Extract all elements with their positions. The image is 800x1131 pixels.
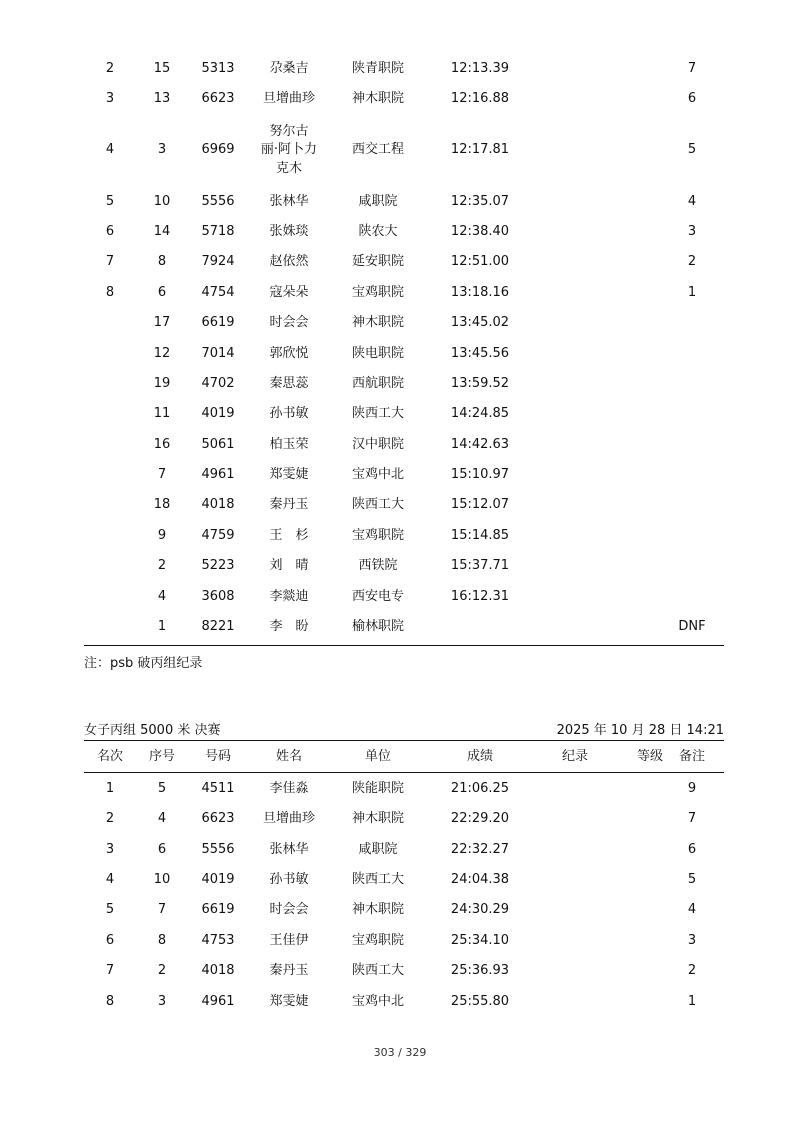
table-row [84, 582, 724, 612]
header-rank: 名次 [96, 748, 123, 764]
cell-rank [84, 400, 136, 430]
table-row [84, 278, 724, 308]
cell-unit: 西铁院 [358, 558, 398, 574]
cell-performance: 12:17.81 [450, 142, 510, 158]
cell-note: 6 [687, 91, 697, 107]
cell-name: 郑雯婕 [269, 993, 309, 1009]
table-row [84, 896, 724, 926]
cell-performance: 16:12.31 [450, 588, 510, 604]
cell-bib: 8221 [201, 619, 235, 635]
cell-name: 郭欣悦 [269, 345, 309, 361]
cell-lane: 5 [157, 780, 167, 796]
cell-rank: 3 [105, 841, 115, 857]
table-row [84, 460, 724, 490]
cell-note [664, 460, 720, 490]
cell-name: 努尔古 丽·阿卜力 克木 [260, 123, 318, 177]
cell-bib: 4018 [201, 497, 235, 513]
cell-performance: 13:18.16 [450, 284, 510, 300]
cell-name: 尕桑吉 [269, 60, 309, 76]
cell-lane: 14 [153, 223, 171, 239]
cell-bib: 6969 [201, 142, 235, 158]
cell-rank [84, 551, 136, 581]
cell-unit: 咸职院 [358, 193, 398, 209]
cell-bib: 5313 [201, 60, 235, 76]
cell-lane: 9 [157, 527, 167, 543]
results-table-continued [84, 54, 724, 643]
cell-note: 2 [687, 963, 697, 979]
table-row [84, 54, 724, 84]
event-title: 女子丙组 5000 米 决赛 [84, 723, 221, 738]
cell-bib: 5718 [201, 223, 235, 239]
event-datetime: 2025 年 10 月 28 日 14:21 [556, 723, 724, 738]
cell-rank: 8 [105, 993, 115, 1009]
cell-unit: 神木职院 [351, 315, 404, 331]
cell-name: 孙书敏 [269, 406, 309, 422]
cell-name: 孙书敏 [269, 871, 309, 887]
table-row [84, 248, 724, 278]
table-row [84, 491, 724, 521]
cell-lane: 4 [157, 811, 167, 827]
cell-rank: 2 [105, 811, 115, 827]
cell-note: DNF [678, 619, 706, 635]
cell-bib: 5556 [201, 193, 235, 209]
cell-name: 郑雯婕 [269, 467, 309, 483]
cell-performance: 25:36.93 [450, 963, 510, 979]
cell-note [664, 430, 720, 460]
cell-note: 5 [687, 142, 697, 158]
cell-note [664, 582, 720, 612]
cell-rank: 7 [105, 254, 115, 270]
cell-rank: 5 [105, 193, 115, 209]
cell-bib: 6619 [201, 902, 235, 918]
cell-note [664, 339, 720, 369]
cell-unit: 西安电专 [351, 588, 404, 604]
page-number: 303 / 329 [373, 1046, 427, 1059]
cell-lane: 2 [157, 963, 167, 979]
cell-rank [84, 308, 136, 338]
cell-unit: 陕青职院 [351, 60, 404, 76]
cell-unit: 宝鸡职院 [351, 932, 404, 948]
cell-bib: 4759 [201, 527, 235, 543]
cell-note [664, 521, 720, 551]
header-bib: 号码 [204, 748, 231, 764]
cell-name: 赵依然 [269, 254, 309, 270]
cell-performance: 22:32.27 [450, 841, 510, 857]
cell-performance: 25:34.10 [450, 932, 510, 948]
results-table [84, 774, 724, 1017]
table-row [84, 115, 724, 187]
cell-bib: 4019 [201, 871, 235, 887]
cell-note: 7 [687, 60, 697, 76]
header-record: 纪录 [561, 748, 588, 764]
cell-rank: 6 [105, 932, 115, 948]
cell-bib: 4753 [201, 932, 235, 948]
cell-bib: 4961 [201, 467, 235, 483]
cell-name: 李 盼 [269, 619, 309, 635]
cell-bib: 4961 [201, 993, 235, 1009]
cell-performance: 12:13.39 [450, 60, 510, 76]
cell-rank [84, 491, 136, 521]
cell-performance: 13:45.56 [450, 345, 510, 361]
cell-note [664, 400, 720, 430]
table-row [84, 865, 724, 895]
cell-rank [84, 582, 136, 612]
cell-name: 李佳淼 [269, 780, 309, 796]
cell-lane: 4 [157, 588, 167, 604]
header-unit: 单位 [364, 748, 391, 764]
cell-lane: 8 [157, 932, 167, 948]
cell-rank [84, 369, 136, 399]
cell-performance [426, 612, 534, 642]
table-row [84, 84, 724, 114]
cell-unit: 陕西工大 [351, 497, 404, 513]
cell-name: 刘 晴 [269, 558, 309, 574]
cell-performance: 25:55.80 [450, 993, 510, 1009]
cell-lane: 7 [157, 902, 167, 918]
cell-unit: 榆林职院 [351, 619, 404, 635]
cell-bib: 4511 [201, 780, 235, 796]
cell-lane: 1 [157, 619, 167, 635]
cell-bib: 5061 [201, 436, 235, 452]
cell-name: 时会会 [269, 902, 309, 918]
cell-performance: 14:24.85 [450, 406, 510, 422]
cell-name: 王佳伊 [269, 932, 309, 948]
cell-performance: 15:14.85 [450, 527, 510, 543]
header-row [84, 742, 724, 772]
cell-rank: 4 [105, 871, 115, 887]
cell-bib: 3608 [201, 588, 235, 604]
cell-bib: 7924 [201, 254, 235, 270]
table-row [84, 926, 724, 956]
cell-bib: 6623 [201, 811, 235, 827]
cell-bib: 4019 [201, 406, 235, 422]
cell-note: 1 [687, 284, 697, 300]
table-row [84, 956, 724, 986]
table-header [84, 742, 724, 772]
table-row [84, 217, 724, 247]
cell-bib: 4018 [201, 963, 235, 979]
cell-performance: 13:45.02 [450, 315, 510, 331]
cell-performance: 15:10.97 [450, 467, 510, 483]
cell-unit: 陕电职院 [351, 345, 404, 361]
table-row [84, 521, 724, 551]
cell-name: 秦思蕊 [269, 375, 309, 391]
table-row [84, 369, 724, 399]
table-row [84, 430, 724, 460]
cell-name: 李燚迪 [269, 588, 309, 604]
cell-lane: 3 [157, 142, 167, 158]
cell-bib: 4754 [201, 284, 235, 300]
cell-rank: 3 [105, 91, 115, 107]
cell-unit: 宝鸡中北 [351, 467, 404, 483]
table-row [84, 187, 724, 217]
cell-bib: 4702 [201, 375, 235, 391]
table-row [84, 835, 724, 865]
cell-note: 3 [687, 932, 697, 948]
table-bottom-rule [84, 645, 724, 646]
cell-performance: 12:35.07 [450, 193, 510, 209]
cell-note: 6 [687, 841, 697, 857]
cell-note: 9 [687, 780, 697, 796]
cell-bib: 5556 [201, 841, 235, 857]
cell-unit: 陕农大 [358, 223, 398, 239]
table-row [84, 551, 724, 581]
cell-unit: 陕西工大 [351, 406, 404, 422]
cell-unit: 西航职院 [351, 375, 404, 391]
header-top-rule [84, 740, 724, 741]
cell-name: 秦丹玉 [269, 497, 309, 513]
cell-unit: 陕能职院 [351, 780, 404, 796]
cell-performance: 12:38.40 [450, 223, 510, 239]
table-row [84, 774, 724, 804]
footnote: 注：psb 破丙组纪录 [84, 656, 203, 671]
cell-note: 2 [687, 254, 697, 270]
table-row [84, 987, 724, 1017]
cell-name: 时会会 [269, 315, 309, 331]
cell-unit: 延安职院 [351, 254, 404, 270]
cell-performance: 12:16.88 [450, 91, 510, 107]
cell-rank: 7 [105, 963, 115, 979]
cell-bib: 7014 [201, 345, 235, 361]
cell-performance: 15:12.07 [450, 497, 510, 513]
cell-unit: 咸职院 [358, 841, 398, 857]
cell-bib: 6619 [201, 315, 235, 331]
cell-lane: 15 [153, 60, 171, 76]
cell-lane: 2 [157, 558, 167, 574]
cell-note [664, 308, 720, 338]
cell-rank [84, 612, 136, 642]
cell-lane: 11 [153, 406, 171, 422]
cell-note: 4 [687, 902, 697, 918]
cell-note: 3 [687, 223, 697, 239]
cell-lane: 18 [153, 497, 171, 513]
cell-note [664, 551, 720, 581]
cell-lane: 13 [153, 91, 171, 107]
cell-lane: 3 [157, 993, 167, 1009]
cell-performance: 24:30.29 [450, 902, 510, 918]
cell-lane: 10 [153, 193, 171, 209]
cell-name: 张姝琰 [269, 223, 309, 239]
cell-note [664, 491, 720, 521]
cell-rank: 5 [105, 902, 115, 918]
cell-performance: 21:06.25 [450, 780, 510, 796]
cell-bib: 5223 [201, 558, 235, 574]
cell-lane: 17 [153, 315, 171, 331]
table-row [84, 400, 724, 430]
header-perf: 成绩 [466, 748, 493, 764]
cell-unit: 汉中职院 [351, 436, 404, 452]
cell-rank: 6 [105, 223, 115, 239]
cell-name: 旦增曲珍 [262, 811, 315, 827]
cell-rank: 1 [105, 780, 115, 796]
cell-unit: 宝鸡中北 [351, 993, 404, 1009]
cell-rank [84, 521, 136, 551]
cell-lane: 12 [153, 345, 171, 361]
cell-bib: 6623 [201, 91, 235, 107]
cell-unit: 宝鸡职院 [351, 284, 404, 300]
cell-rank [84, 430, 136, 460]
cell-unit: 神木职院 [351, 811, 404, 827]
cell-performance: 13:59.52 [450, 375, 510, 391]
header-lane: 序号 [148, 748, 175, 764]
header-note: 备注 [678, 748, 705, 764]
cell-lane: 10 [153, 871, 171, 887]
table-row [84, 339, 724, 369]
cell-unit: 陕西工大 [351, 871, 404, 887]
cell-name: 柏玉荣 [269, 436, 309, 452]
cell-unit: 西交工程 [351, 142, 404, 158]
cell-name: 张林华 [269, 193, 309, 209]
cell-performance: 15:37.71 [450, 558, 510, 574]
cell-note: 1 [687, 993, 697, 1009]
cell-unit: 宝鸡职院 [351, 527, 404, 543]
cell-lane: 16 [153, 436, 171, 452]
cell-note: 7 [687, 811, 697, 827]
cell-rank [84, 460, 136, 490]
table-row [84, 804, 724, 834]
cell-rank: 8 [105, 284, 115, 300]
cell-lane: 6 [157, 841, 167, 857]
cell-name: 寇朵朵 [269, 284, 309, 300]
cell-rank: 4 [105, 142, 115, 158]
cell-unit: 陕西工大 [351, 963, 404, 979]
cell-unit: 神木职院 [351, 902, 404, 918]
cell-name: 张林华 [269, 841, 309, 857]
cell-lane: 8 [157, 254, 167, 270]
cell-note [664, 369, 720, 399]
cell-lane: 6 [157, 284, 167, 300]
cell-lane: 7 [157, 467, 167, 483]
cell-lane: 19 [153, 375, 171, 391]
header-grade: 等级 [636, 748, 663, 764]
cell-unit: 神木职院 [351, 91, 404, 107]
cell-performance: 12:51.00 [450, 254, 510, 270]
cell-rank: 2 [105, 60, 115, 76]
cell-name: 旦增曲珍 [262, 91, 315, 107]
table-row [84, 308, 724, 338]
cell-performance: 14:42.63 [450, 436, 510, 452]
cell-performance: 24:04.38 [450, 871, 510, 887]
cell-performance: 22:29.20 [450, 811, 510, 827]
cell-name: 秦丹玉 [269, 963, 309, 979]
cell-note: 4 [687, 193, 697, 209]
cell-rank [84, 339, 136, 369]
cell-name: 王 杉 [269, 527, 309, 543]
cell-note: 5 [687, 871, 697, 887]
table-row [84, 612, 724, 642]
header-bottom-rule [84, 772, 724, 773]
header-name: 姓名 [275, 748, 302, 764]
